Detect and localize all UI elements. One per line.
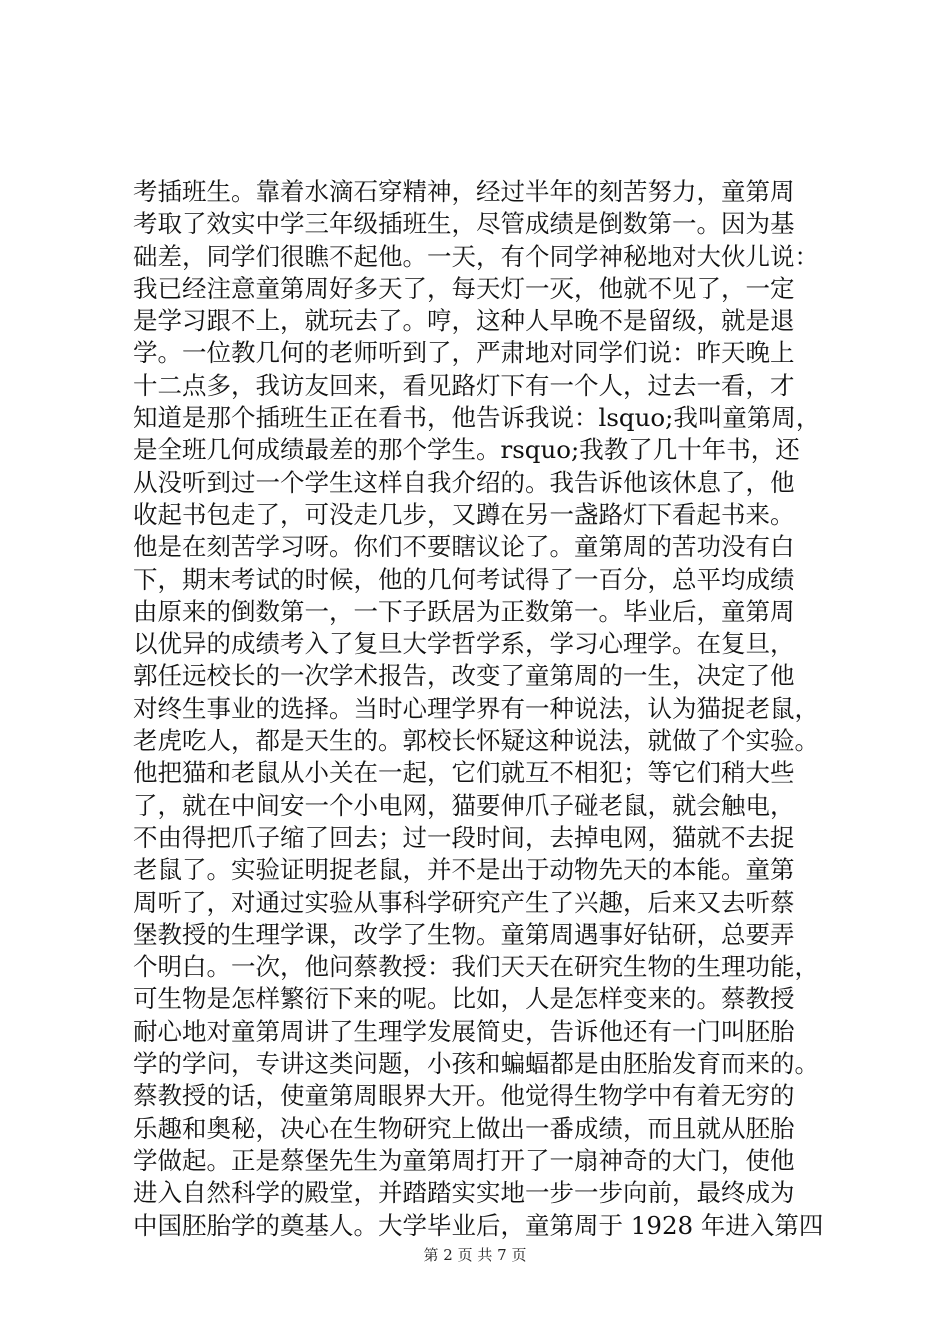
text-line: 蔡教授的话，使童第周眼界大开。他觉得生物学中有着无穷的 — [133, 1081, 795, 1111]
text-line: 可生物是怎样繁衍下来的呢。比如，人是怎样变来的。蔡教授 — [133, 984, 795, 1014]
body-paragraph — [133, 176, 833, 1242]
text-line: 个明白。一次，他问蔡教授：我们天天在研究生物的生理功能， — [133, 952, 819, 982]
text-line: 他是在刻苦学习呀。你们不要瞎议论了。童第周的苦功没有白 — [133, 532, 795, 562]
text-line: 由原来的倒数第一，一下子跃居为正数第一。毕业后，童第周 — [133, 596, 795, 626]
text-line: 耐心地对童第周讲了生理学发展简史，告诉他还有一门叫胚胎 — [133, 1016, 795, 1046]
text-line: 进入自然科学的殿堂，并踏踏实实地一步一步向前，最终成为 — [133, 1178, 795, 1208]
text-line: 从没听到过一个学生这样自我介绍的。我告诉他该休息了，他 — [133, 467, 795, 497]
text-line: 考插班生。靠着水滴石穿精神，经过半年的刻苦努力，童第周 — [133, 177, 795, 206]
text-line: 础差，同学们很瞧不起他。一天，有个同学神秘地对大伙儿说： — [133, 241, 819, 271]
text-line: 郭任远校长的一次学术报告，改变了童第周的一生，决定了他 — [133, 661, 795, 691]
text-line: 老虎吃人，都是天生的。郭校长怀疑这种说法，就做了个实验。 — [133, 726, 819, 756]
text-line: 下，期末考试的时候，他的几何考试得了一百分，总平均成绩 — [133, 564, 795, 594]
text-line: 学的学问，专讲这类问题，小孩和蝙蝠都是由胚胎发育而来的。 — [133, 1049, 819, 1079]
text-line: 是全班几何成绩最差的那个学生。rsquo;我教了几十年书，还 — [133, 435, 800, 465]
page-number-footer: 第 2 页 共 7 页 — [423, 1246, 527, 1264]
text-line: 他把猫和老鼠从小关在一起，它们就互不相犯；等它们稍大些 — [133, 758, 795, 788]
text-line: 中国胚胎学的奠基人。大学毕业后，童第周于 1928 年进入第四 — [133, 1210, 824, 1240]
text-line: 不由得把爪子缩了回去；过一段时间，去掉电网，猫就不去捉 — [133, 822, 795, 852]
text-line: 考取了效实中学三年级插班生，尽管成绩是倒数第一。因为基 — [133, 209, 795, 239]
text-line: 对终生事业的选择。当时心理学界有一种说法，认为猫捉老鼠， — [133, 693, 819, 723]
text-line: 以优异的成绩考入了复旦大学哲学系，学习心理学。在复旦， — [133, 629, 795, 659]
text-line: 了，就在中间安一个小电网，猫要伸爪子碰老鼠，就会触电， — [133, 790, 795, 820]
text-line: 是学习跟不上，就玩去了。哼，这种人早晚不是留级，就是退 — [133, 306, 795, 336]
text-line: 老鼠了。实验证明捉老鼠，并不是出于动物先天的本能。童第 — [133, 855, 795, 885]
text-line: 周听了，对通过实验从事科学研究产生了兴趣，后来又去听蔡 — [133, 887, 795, 917]
text-line: 乐趣和奥秘，决心在生物研究上做出一番成绩，而且就从胚胎 — [133, 1113, 795, 1143]
text-line: 学。一位教几何的老师听到了，严肃地对同学们说：昨天晚上 — [133, 338, 795, 368]
text-line: 收起书包走了，可没走几步，又蹲在另一盏路灯下看起书来。 — [133, 499, 795, 529]
text-line: 十二点多，我访友回来，看见路灯下有一个人，过去一看，才 — [133, 370, 795, 400]
text-line: 我已经注意童第周好多天了，每天灯一灭，他就不见了，一定 — [133, 273, 795, 303]
text-line: 知道是那个插班生正在看书，他告诉我说：lsquo;我叫童第周， — [133, 403, 821, 433]
text-line: 堡教授的生理学课，改学了生物。童第周遇事好钻研，总要弄 — [133, 919, 795, 949]
text-line: 学做起。正是蔡堡先生为童第周打开了一扇神奇的大门，使他 — [133, 1145, 795, 1175]
